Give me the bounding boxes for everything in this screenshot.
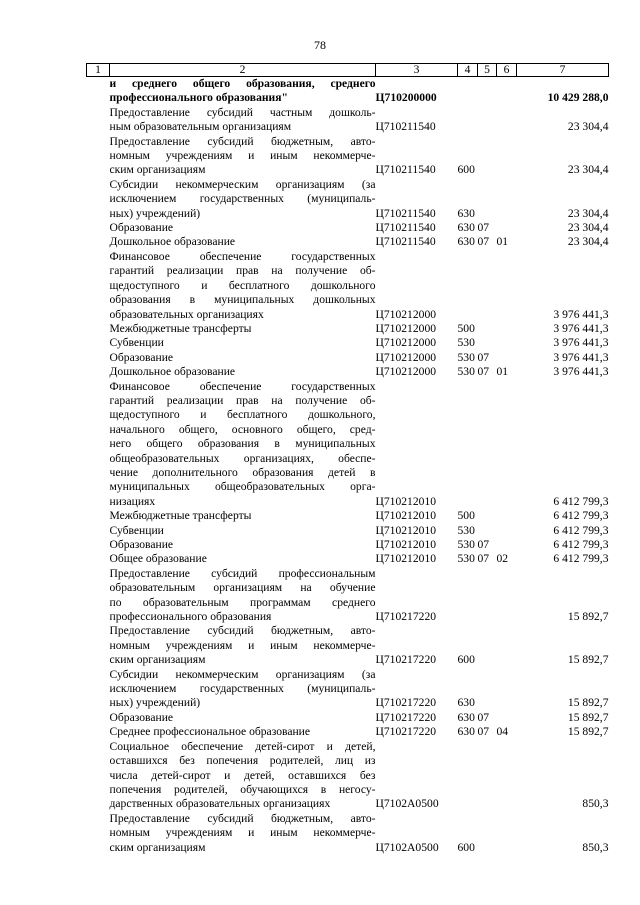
row-name-line: ным образовательным организациям <box>109 120 292 134</box>
row-code-cell: Ц7102А0500 <box>375 840 439 854</box>
row-section-cell: 07 <box>477 221 490 235</box>
row-section-cell: 07 <box>477 538 490 551</box>
row-name-line: Общее образование <box>109 552 207 566</box>
table-row <box>87 509 609 523</box>
header-col-4: 4 <box>458 64 478 77</box>
row-amount-cell: 3 976 441,3 <box>553 336 609 350</box>
row-name-cell <box>110 509 376 523</box>
row-section-cell <box>478 380 497 510</box>
row-subsection-cell <box>497 106 517 135</box>
row-code-cell: Ц710211540 <box>375 221 436 235</box>
row-name-line: ским организациям <box>109 840 206 854</box>
row-number-cell <box>87 509 110 523</box>
row-section-cell <box>478 106 497 135</box>
row-section-cell <box>478 250 497 322</box>
row-expense-type-cell: 530 <box>457 538 475 551</box>
row-number-cell <box>87 336 110 350</box>
row-expense-type-cell: 600 <box>457 653 475 667</box>
row-expense-type-cell: 530 <box>457 552 475 566</box>
row-number-cell <box>87 322 110 336</box>
row-name-line: исключением государственных (муниципаль- <box>109 192 376 206</box>
row-subsection-cell <box>497 812 517 855</box>
row-section-cell <box>478 812 497 855</box>
row-amount-cell: 3 976 441,3 <box>553 350 609 364</box>
row-name-line: образования в муниципальных дошкольных <box>109 293 376 307</box>
row-name-line: Предоставление субсидий бюджетным, авто- <box>109 624 376 638</box>
row-name-cell <box>110 552 376 566</box>
row-name-line: Предоставление субсидий частным дошколь- <box>109 105 376 119</box>
budget-table <box>86 63 608 855</box>
row-expense-type-cell: 530 <box>457 523 475 537</box>
row-subsection-cell <box>497 351 517 365</box>
row-name-line: числа детей-сирот и детей, оставшихся без <box>109 768 376 782</box>
row-name-line: Предоставление субсидий бюджетным, авто- <box>109 134 376 148</box>
row-subsection-cell <box>497 322 517 336</box>
row-number-cell <box>87 365 110 379</box>
row-number-cell <box>87 711 110 725</box>
row-name-line: начального общего, основного общего, сред- <box>109 422 376 436</box>
row-name-line: муниципальных общеобразовательных орга- <box>109 480 376 494</box>
row-name-cell <box>110 250 376 322</box>
row-subsection-cell <box>497 740 517 812</box>
row-name-line: дарственных образовательных организациях <box>109 797 331 811</box>
row-name-line: Межбюджетные трансферты <box>109 321 252 335</box>
row-amount-cell: 15 892,7 <box>567 610 609 624</box>
row-section-cell <box>478 336 497 350</box>
row-expense-type-cell: 530 <box>457 336 475 350</box>
row-name-line: Субвенции <box>109 523 164 537</box>
row-number-cell <box>87 552 110 566</box>
table-row <box>87 365 609 379</box>
row-number-cell <box>87 250 110 322</box>
table-row <box>87 322 609 336</box>
row-expense-type-cell: 630 <box>457 725 475 739</box>
row-amount-cell: 23 304,4 <box>567 221 609 235</box>
row-name-line: Образование <box>109 350 174 364</box>
row-subsection-cell: 04 <box>496 725 509 739</box>
row-name-line: гарантий реализации прав на получение об- <box>109 264 376 278</box>
row-expense-type-cell <box>458 77 478 106</box>
row-amount-cell: 6 412 799,3 <box>553 552 609 566</box>
row-amount-cell: 15 892,7 <box>567 725 609 739</box>
row-number-cell <box>87 538 110 552</box>
row-amount-cell: 3 976 441,3 <box>553 321 609 335</box>
row-name-line: номным учреждениям и иным некоммерче- <box>109 149 376 163</box>
row-name-line: Среднее профессиональное образование <box>109 725 311 739</box>
table-row <box>87 711 609 725</box>
row-amount-cell: 3 976 441,3 <box>553 365 609 379</box>
row-subsection-cell <box>497 711 517 725</box>
row-expense-type-cell <box>458 740 478 812</box>
row-amount-cell: 6 412 799,3 <box>553 509 609 523</box>
row-subsection-cell <box>497 538 517 552</box>
row-expense-type-cell <box>458 106 478 135</box>
row-section-cell: 07 <box>477 350 490 364</box>
row-expense-type-cell: 630 <box>457 710 475 724</box>
row-subsection-cell <box>497 178 517 221</box>
row-name-line: образовательным организациям на обучение <box>109 581 376 595</box>
row-name-line: оставшихся без попечения родителей, лиц из <box>109 754 376 768</box>
row-amount-cell: 6 412 799,3 <box>553 538 609 551</box>
row-number-cell <box>87 135 110 178</box>
row-name-cell <box>110 624 376 667</box>
row-subsection-cell <box>497 221 517 235</box>
row-amount-cell: 23 304,4 <box>567 235 609 249</box>
row-code-cell: Ц710212010 <box>375 552 437 566</box>
table-row <box>87 524 609 538</box>
row-name-cell <box>110 711 376 725</box>
table-row <box>87 538 609 552</box>
header-col-1: 1 <box>87 64 110 77</box>
row-expense-type-cell: 630 <box>457 221 475 235</box>
row-name-line: низациях <box>109 494 156 508</box>
row-name-line: профессионального образования <box>109 610 272 624</box>
row-expense-type-cell <box>458 567 478 625</box>
row-code-cell: Ц710212000 <box>375 307 437 321</box>
row-code-cell: Ц710217220 <box>375 725 437 739</box>
row-subsection-cell: 01 <box>496 365 509 379</box>
row-amount-cell: 850,3 <box>582 840 609 854</box>
row-amount-cell: 15 892,7 <box>567 710 609 724</box>
row-section-cell: 07 <box>477 552 490 566</box>
table-row <box>87 740 609 812</box>
header-col-2: 2 <box>110 64 376 77</box>
row-name-line: Субсидии некоммерческим организациям (за <box>109 667 376 681</box>
row-name-cell <box>110 538 376 552</box>
table-row <box>87 351 609 365</box>
row-amount-cell: 23 304,4 <box>567 120 609 134</box>
row-number-cell <box>87 624 110 667</box>
row-name-cell <box>110 524 376 538</box>
row-name-line: ных) учреждений) <box>109 206 201 220</box>
row-section-cell: 07 <box>477 710 490 724</box>
table-row <box>87 235 609 249</box>
row-subsection-cell <box>497 524 517 538</box>
row-name-line: ским организациям <box>109 653 206 667</box>
row-section-cell <box>478 77 497 106</box>
row-section-cell <box>478 740 497 812</box>
row-name-cell <box>110 567 376 625</box>
row-section-cell <box>478 178 497 221</box>
row-name-cell <box>110 235 376 249</box>
row-name-line: щедоступного и бесплатного дошкольного <box>109 278 376 292</box>
row-name-line: общеобразовательных организациях, обеспе- <box>109 451 376 465</box>
row-code-cell: Ц710217220 <box>375 653 437 667</box>
row-subsection-cell: 02 <box>496 552 509 566</box>
row-amount-cell: 23 304,4 <box>567 163 609 177</box>
row-name-cell <box>110 336 376 350</box>
row-amount-cell: 10 429 288,0 <box>547 91 609 105</box>
table-row <box>87 135 609 178</box>
row-section-cell: 07 <box>477 725 490 739</box>
row-code-cell: Ц710211540 <box>375 235 436 249</box>
row-number-cell <box>87 740 110 812</box>
row-subsection-cell <box>497 336 517 350</box>
row-section-cell: 07 <box>477 235 490 249</box>
row-name-cell <box>110 178 376 221</box>
budget-table-grid <box>86 63 609 855</box>
row-name-line: Субсидии некоммерческим организациям (за <box>109 177 376 191</box>
row-number-cell <box>87 524 110 538</box>
row-number-cell <box>87 351 110 365</box>
row-name-line: гарантий реализации прав на получение об- <box>109 393 376 407</box>
row-amount-cell: 3 976 441,3 <box>553 307 609 321</box>
row-number-cell <box>87 106 110 135</box>
row-name-line: Межбюджетные трансферты <box>109 509 252 523</box>
row-amount-cell: 6 412 799,3 <box>553 523 609 537</box>
row-name-cell <box>110 135 376 178</box>
row-name-cell <box>110 322 376 336</box>
row-name-cell <box>110 380 376 510</box>
row-section-cell <box>478 524 497 538</box>
row-number-cell <box>87 668 110 711</box>
row-expense-type-cell: 630 <box>457 206 475 220</box>
row-name-line: щедоступного и бесплатного дошкольного, <box>109 408 376 422</box>
row-subsection-cell <box>497 380 517 510</box>
row-section-cell <box>478 668 497 711</box>
header-col-7: 7 <box>517 64 609 77</box>
row-amount-cell: 15 892,7 <box>567 696 609 710</box>
table-row <box>87 624 609 667</box>
row-name-line: Образование <box>109 710 174 724</box>
row-code-cell: Ц710212010 <box>375 509 437 523</box>
row-code-cell: Ц710217220 <box>375 610 437 624</box>
table-header-row <box>87 64 609 77</box>
row-code-cell: Ц710212010 <box>375 523 437 537</box>
row-subsection-cell: 01 <box>496 235 509 249</box>
row-expense-type-cell: 500 <box>457 509 475 523</box>
row-name-cell <box>110 812 376 855</box>
row-section-cell <box>478 624 497 667</box>
page-number: 78 <box>314 38 326 52</box>
row-number-cell <box>87 178 110 221</box>
row-subsection-cell <box>497 250 517 322</box>
row-name-cell <box>110 740 376 812</box>
row-expense-type-cell: 630 <box>457 696 475 710</box>
table-row <box>87 567 609 625</box>
row-number-cell <box>87 567 110 625</box>
row-subsection-cell <box>497 567 517 625</box>
row-expense-type-cell <box>458 250 478 322</box>
row-subsection-cell <box>497 135 517 178</box>
row-number-cell <box>87 235 110 249</box>
row-name-cell <box>110 668 376 711</box>
row-code-cell: Ц710212010 <box>375 494 437 508</box>
row-code-cell: Ц710212010 <box>375 538 437 551</box>
row-subsection-cell <box>497 77 517 106</box>
row-expense-type-cell: 500 <box>457 321 475 335</box>
row-name-cell <box>110 351 376 365</box>
row-code-cell: Ц710211540 <box>375 163 436 177</box>
row-subsection-cell <box>497 509 517 523</box>
row-section-cell <box>478 135 497 178</box>
row-expense-type-cell: 530 <box>457 365 475 379</box>
row-expense-type-cell: 630 <box>457 235 475 249</box>
row-section-cell <box>478 567 497 625</box>
row-expense-type-cell <box>458 380 478 510</box>
row-name-line: ных) учреждений) <box>109 696 201 710</box>
row-number-cell <box>87 812 110 855</box>
row-name-line: номным учреждениям и иным некоммерче- <box>109 638 376 652</box>
row-name-line: Предоставление субсидий профессиональным <box>109 566 376 580</box>
table-row <box>87 106 609 135</box>
row-code-cell: Ц710212000 <box>375 321 437 335</box>
row-name-cell <box>110 221 376 235</box>
header-col-3: 3 <box>376 64 458 77</box>
row-name-line: Субвенции <box>109 336 164 350</box>
row-number-cell <box>87 380 110 510</box>
row-number-cell <box>87 77 110 106</box>
row-name-line: Социальное обеспечение детей-сирот и детей, <box>109 739 376 753</box>
row-name-cell <box>110 77 376 106</box>
table-row <box>87 552 609 566</box>
row-subsection-cell <box>497 624 517 667</box>
row-code-cell: Ц710212000 <box>375 365 437 379</box>
header-col-5: 5 <box>478 64 497 77</box>
row-name-line: профессионального образования" <box>109 91 288 105</box>
row-code-cell: Ц710212000 <box>375 350 437 364</box>
row-code-cell: Ц710211540 <box>375 206 436 220</box>
row-code-cell: Ц7102А0500 <box>375 797 439 811</box>
row-section-cell: 07 <box>477 365 490 379</box>
row-name-line: ским организациям <box>109 163 206 177</box>
row-number-cell <box>87 221 110 235</box>
table-row <box>87 250 609 322</box>
row-section-cell <box>478 322 497 336</box>
row-amount-cell: 15 892,7 <box>567 653 609 667</box>
row-subsection-cell <box>497 668 517 711</box>
row-name-line: чение дополнительного образования детей в <box>109 465 376 479</box>
row-code-cell: Ц710212000 <box>375 336 437 350</box>
row-code-cell: Ц710217220 <box>375 710 437 724</box>
row-name-line: Предоставление субсидий бюджетным, авто- <box>109 811 376 825</box>
row-name-cell <box>110 365 376 379</box>
row-name-line: исключением государственных (муниципаль- <box>109 682 376 696</box>
table-row <box>87 725 609 739</box>
row-name-line: Образование <box>109 221 174 235</box>
table-row <box>87 336 609 350</box>
table-row <box>87 221 609 235</box>
row-amount-cell: 850,3 <box>582 797 609 811</box>
row-name-cell <box>110 725 376 739</box>
row-name-line: Образование <box>109 538 174 551</box>
row-expense-type-cell: 530 <box>457 350 475 364</box>
row-expense-type-cell: 600 <box>457 163 475 177</box>
table-row <box>87 77 609 106</box>
row-name-line: и среднего общего образования, среднего <box>109 77 376 90</box>
row-code-cell: Ц710217220 <box>375 696 437 710</box>
row-name-line: по образовательным программам среднего <box>109 595 376 609</box>
row-name-cell <box>110 106 376 135</box>
row-section-cell <box>478 509 497 523</box>
table-row <box>87 380 609 510</box>
row-name-line: Дошкольное образование <box>109 235 236 249</box>
header-col-6: 6 <box>497 64 517 77</box>
row-name-line: него общего образования в муниципальных <box>109 437 376 451</box>
row-amount-cell: 6 412 799,3 <box>553 494 609 508</box>
row-expense-type-cell: 600 <box>457 840 475 854</box>
row-name-line: попечения родителей, обучающихся в негосу- <box>109 782 376 796</box>
row-name-line: Финансовое обеспечение государственных <box>109 379 376 393</box>
row-amount-cell: 23 304,4 <box>567 206 609 220</box>
row-name-line: Финансовое обеспечение государственных <box>109 249 376 263</box>
row-name-line: Дошкольное образование <box>109 365 236 379</box>
row-name-line: номным учреждениям и иным некоммерче- <box>109 826 376 840</box>
table-row <box>87 812 609 855</box>
row-code-cell: Ц710200000 <box>375 91 437 105</box>
table-row <box>87 668 609 711</box>
row-code-cell: Ц710211540 <box>375 120 436 134</box>
table-row <box>87 178 609 221</box>
row-name-line: образовательных организациях <box>109 307 264 321</box>
row-number-cell <box>87 725 110 739</box>
